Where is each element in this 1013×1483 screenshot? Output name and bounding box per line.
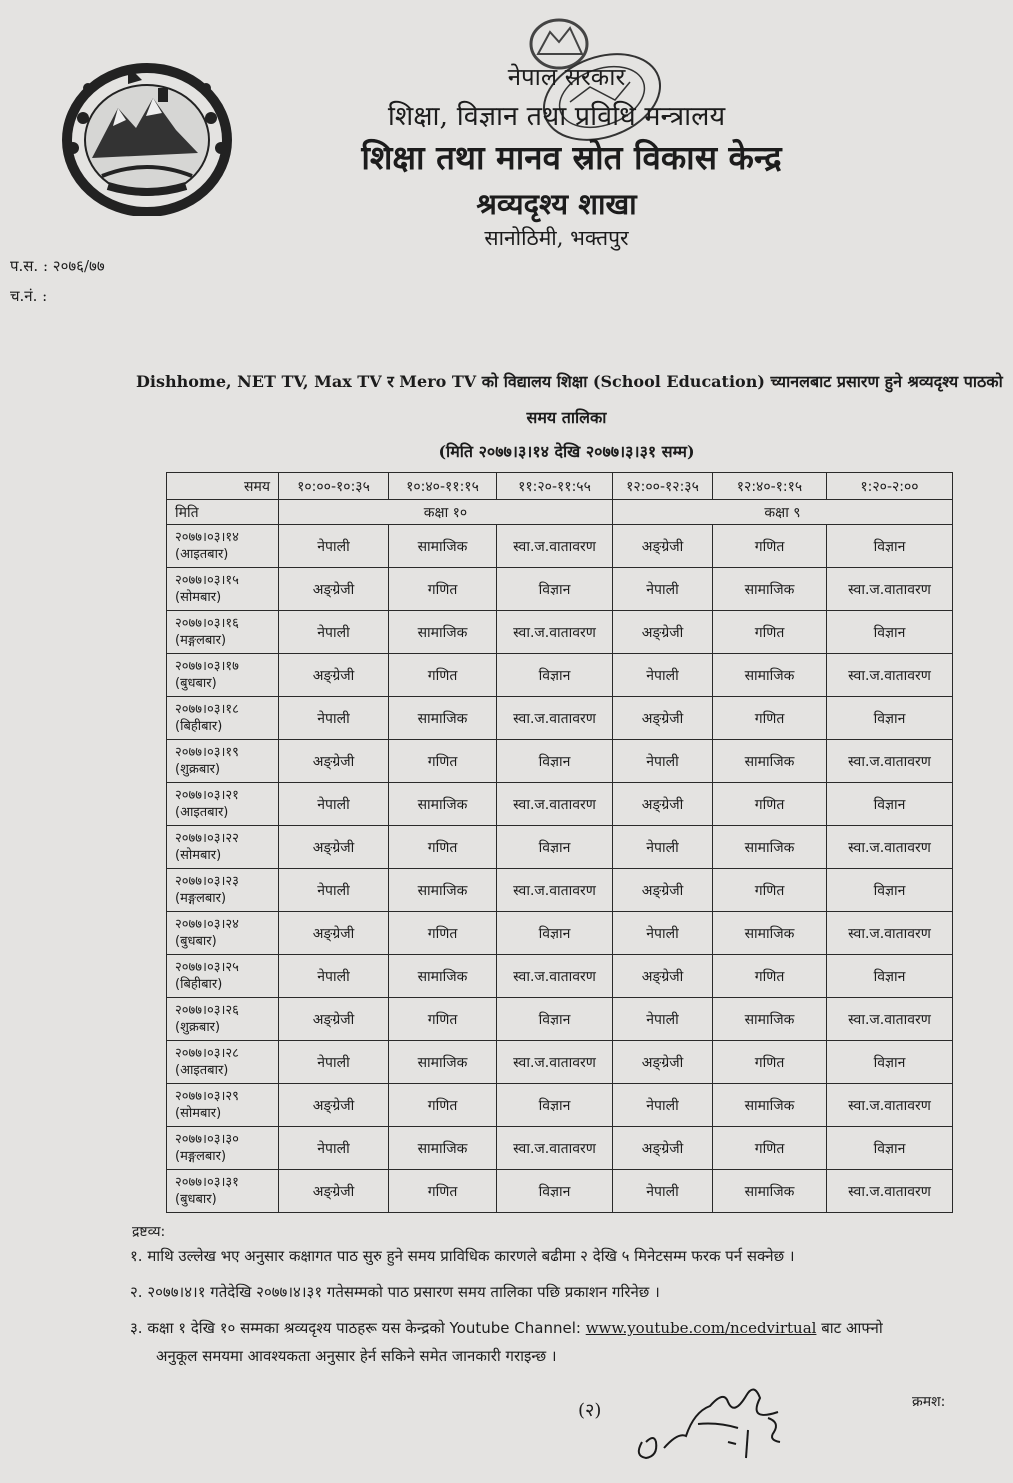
date-cell <box>167 1084 279 1127</box>
note-3 <box>130 1318 883 1338</box>
time-label: समय <box>167 473 279 500</box>
subject-cell: अङ्ग्रेजी <box>279 826 389 869</box>
subject-cell: गणित <box>389 826 497 869</box>
subject-cell: स्वा.ज.वातावरण <box>827 654 953 697</box>
date-label: मिति <box>167 500 279 525</box>
weekday-value: (मङ्गलबार) <box>175 891 227 906</box>
subject-cell: सामाजिक <box>713 998 827 1041</box>
intro-text: Dishhome, NET TV, Max TV र Mero TV को विद्यालय शिक्षा (School Education) च्यानलबाट प्रसारण हुने श्रव्यदृश्य पाठको <box>136 372 1003 391</box>
subject-cell: विज्ञान <box>497 1170 613 1213</box>
table-row <box>167 998 953 1041</box>
subject-cell: नेपाली <box>613 1084 713 1127</box>
weekday-value: (आइतबार) <box>175 1063 229 1078</box>
dispatch-number: च.नं. : <box>10 287 48 305</box>
subject-cell: विज्ञान <box>497 740 613 783</box>
subject-cell: सामाजिक <box>713 568 827 611</box>
schedule-body <box>167 525 953 1213</box>
class-10-header: कक्षा १० <box>279 500 613 525</box>
table-row <box>167 1041 953 1084</box>
subject-cell: सामाजिक <box>389 1041 497 1084</box>
subject-cell: सामाजिक <box>713 1084 827 1127</box>
subject-cell: नेपाली <box>613 998 713 1041</box>
table-row <box>167 697 953 740</box>
subject-cell: अङ्ग्रेजी <box>613 1041 713 1084</box>
date-value: २०७७।०३।२१ <box>175 788 239 803</box>
subject-cell: गणित <box>389 1084 497 1127</box>
weekday-value: (सोमबार) <box>175 1106 222 1121</box>
date-cell <box>167 568 279 611</box>
subject-cell: सामाजिक <box>713 1170 827 1213</box>
subject-cell: स्वा.ज.वातावरण <box>827 1170 953 1213</box>
subject-cell: सामाजिक <box>713 740 827 783</box>
subject-cell: स्वा.ज.वातावरण <box>497 869 613 912</box>
date-cell <box>167 826 279 869</box>
subject-cell: विज्ञान <box>827 1041 953 1084</box>
subject-cell: विज्ञान <box>827 697 953 740</box>
subject-cell: अङ्ग्रेजी <box>279 568 389 611</box>
subject-cell: गणित <box>713 783 827 826</box>
subject-cell: गणित <box>713 1041 827 1084</box>
subject-cell: स्वा.ज.वातावरण <box>497 1041 613 1084</box>
weekday-value: (शुक्रबार) <box>175 762 221 777</box>
note-3-continued: अनुकूल समयमा आवश्यकता अनुसार हेर्न सकिने समेत जानकारी गराइन्छ । <box>156 1347 557 1365</box>
date-value: २०७७।०३।१६ <box>175 616 239 631</box>
notes-heading: द्रष्टव्य: <box>132 1224 166 1240</box>
subject-cell: गणित <box>389 740 497 783</box>
table-row <box>167 912 953 955</box>
subject-cell: विज्ञान <box>497 998 613 1041</box>
subject-cell: अङ्ग्रेजी <box>613 611 713 654</box>
date-value: २०७७।०३।१४ <box>175 530 239 545</box>
time-slot: १:२०-२:०० <box>827 473 953 500</box>
weekday-value: (सोमबार) <box>175 848 222 863</box>
subject-cell: स्वा.ज.वातावरण <box>497 697 613 740</box>
time-slot: ११:२०-११:५५ <box>497 473 613 500</box>
date-value: २०७७।०३।३० <box>175 1132 239 1147</box>
subject-cell: अङ्ग्रेजी <box>613 869 713 912</box>
table-row <box>167 869 953 912</box>
date-value: २०७७।०३।२४ <box>175 917 239 932</box>
date-cell <box>167 1041 279 1084</box>
date-cell <box>167 998 279 1041</box>
date-cell <box>167 783 279 826</box>
subject-cell: स्वा.ज.वातावरण <box>827 740 953 783</box>
subject-cell: अङ्ग्रेजी <box>613 525 713 568</box>
subject-cell: अङ्ग्रेजी <box>279 998 389 1041</box>
subject-cell: गणित <box>713 869 827 912</box>
time-slot: १०:००-१०:३५ <box>279 473 389 500</box>
time-slot: १२:००-१२:३५ <box>613 473 713 500</box>
subject-cell: सामाजिक <box>389 869 497 912</box>
table-row <box>167 826 953 869</box>
date-cell <box>167 1170 279 1213</box>
date-value: २०७७।०३।१७ <box>175 659 239 674</box>
subject-cell: गणित <box>389 568 497 611</box>
subject-cell: सामाजिक <box>713 654 827 697</box>
table-row <box>167 525 953 568</box>
subject-cell: विज्ञान <box>827 525 953 568</box>
subject-cell: गणित <box>713 955 827 998</box>
date-value: २०७७।०३।१५ <box>175 573 239 588</box>
table-row <box>167 955 953 998</box>
subject-cell: अङ्ग्रेजी <box>279 1084 389 1127</box>
continued-label: क्रमश: <box>912 1394 946 1410</box>
date-value: २०७७।०३।२६ <box>175 1003 239 1018</box>
subject-cell: नेपाली <box>279 525 389 568</box>
date-value: २०७७।०३।२२ <box>175 831 239 846</box>
subject-cell: स्वा.ज.वातावरण <box>827 1084 953 1127</box>
date-cell <box>167 740 279 783</box>
date-cell <box>167 525 279 568</box>
weekday-value: (मङ्गलबार) <box>175 1149 227 1164</box>
subject-cell: नेपाली <box>613 912 713 955</box>
subject-cell: सामाजिक <box>389 525 497 568</box>
subject-cell: विज्ञान <box>497 568 613 611</box>
class-header-row <box>167 500 953 525</box>
subject-cell: गणित <box>713 525 827 568</box>
date-value: २०७७।०३।१९ <box>175 745 239 760</box>
subject-cell: नेपाली <box>613 568 713 611</box>
table-row <box>167 611 953 654</box>
subject-cell: गणित <box>713 611 827 654</box>
weekday-value: (बिहीबार) <box>175 719 223 734</box>
subject-cell: गणित <box>389 1170 497 1213</box>
note-3-suffix: बाट आफ्नो <box>816 1319 883 1337</box>
subject-cell: नेपाली <box>279 955 389 998</box>
subject-cell: गणित <box>389 654 497 697</box>
header-government: नेपाल सरकार <box>507 63 626 91</box>
subject-cell: सामाजिक <box>389 783 497 826</box>
date-value: २०७७।०३।२८ <box>175 1046 239 1061</box>
table-row <box>167 1084 953 1127</box>
subject-cell: नेपाली <box>279 869 389 912</box>
page-number: (२) <box>578 1400 602 1421</box>
header-ministry: शिक्षा, विज्ञान तथा प्रविधि मन्त्रालय <box>387 101 726 132</box>
subject-cell: सामाजिक <box>389 611 497 654</box>
subject-cell: अङ्ग्रेजी <box>613 697 713 740</box>
subject-cell: नेपाली <box>279 611 389 654</box>
schedule-date-range: (मिति २०७७।३।१४ देखि २०७७।३।३१ सम्म) <box>438 442 695 461</box>
subject-cell: अङ्ग्रेजी <box>613 783 713 826</box>
date-cell <box>167 955 279 998</box>
header-address: सानोठिमी, भक्तपुर <box>484 226 629 250</box>
subject-cell: नेपाली <box>279 1127 389 1170</box>
subject-cell: नेपाली <box>613 1170 713 1213</box>
subject-cell: नेपाली <box>279 1041 389 1084</box>
youtube-link[interactable]: www.youtube.com/ncedvirtual <box>585 1319 817 1337</box>
subject-cell: गणित <box>389 912 497 955</box>
table-row <box>167 783 953 826</box>
table-row <box>167 740 953 783</box>
subject-cell: अङ्ग्रेजी <box>279 740 389 783</box>
subject-cell: नेपाली <box>613 826 713 869</box>
table-row <box>167 1127 953 1170</box>
schedule-table <box>166 472 953 1213</box>
time-header-row <box>167 473 953 500</box>
header-section: श्रव्यदृश्य शाखा <box>476 187 637 221</box>
subject-cell: स्वा.ज.वातावरण <box>497 955 613 998</box>
date-value: २०७७।०३।२५ <box>175 960 239 975</box>
subject-cell: अङ्ग्रेजी <box>279 1170 389 1213</box>
subject-cell: सामाजिक <box>713 826 827 869</box>
subject-cell: विज्ञान <box>497 654 613 697</box>
subject-cell: अङ्ग्रेजी <box>613 955 713 998</box>
class-9-header: कक्षा ९ <box>613 500 953 525</box>
weekday-value: (सोमबार) <box>175 590 222 605</box>
subject-cell: विज्ञान <box>827 1127 953 1170</box>
schedule-title: समय तालिका <box>526 408 607 427</box>
subject-cell: गणित <box>713 1127 827 1170</box>
subject-cell: सामाजिक <box>389 955 497 998</box>
subject-cell: नेपाली <box>613 740 713 783</box>
subject-cell: स्वा.ज.वातावरण <box>827 568 953 611</box>
note-1: १. माथि उल्लेख भए अनुसार कक्षागत पाठ सुरु हुने समय प्राविधिक कारणले बढीमा २ देखि ५ मिनेटसम्म फरक पर्न सक्नेछ । <box>130 1247 795 1265</box>
subject-cell: स्वा.ज.वातावरण <box>497 525 613 568</box>
weekday-value: (बुधबार) <box>175 1192 217 1207</box>
subject-cell: सामाजिक <box>389 697 497 740</box>
subject-cell: विज्ञान <box>827 783 953 826</box>
subject-cell: स्वा.ज.वातावरण <box>827 826 953 869</box>
date-cell <box>167 654 279 697</box>
subject-cell: गणित <box>389 998 497 1041</box>
weekday-value: (मङ्गलबार) <box>175 633 227 648</box>
subject-cell: गणित <box>713 697 827 740</box>
date-cell <box>167 611 279 654</box>
note-2: २. २०७७।४।१ गतेदेखि २०७७।४।३१ गतेसम्मको पाठ प्रसारण समय तालिका पछि प्रकाशन गरिनेछ । <box>130 1283 660 1301</box>
signature-icon <box>628 1372 798 1468</box>
subject-cell: अङ्ग्रेजी <box>279 654 389 697</box>
subject-cell: विज्ञान <box>497 826 613 869</box>
table-row <box>167 1170 953 1213</box>
subject-cell: विज्ञान <box>827 869 953 912</box>
subject-cell: स्वा.ज.वातावरण <box>497 611 613 654</box>
time-slot: १०:४०-११:१५ <box>389 473 497 500</box>
weekday-value: (आइतबार) <box>175 547 229 562</box>
date-cell <box>167 697 279 740</box>
subject-cell: विज्ञान <box>497 1084 613 1127</box>
date-cell <box>167 1127 279 1170</box>
subject-cell: सामाजिक <box>389 1127 497 1170</box>
date-value: २०७७।०३।२३ <box>175 874 239 889</box>
subject-cell: स्वा.ज.वातावरण <box>497 783 613 826</box>
subject-cell: नेपाली <box>279 783 389 826</box>
weekday-value: (बुधबार) <box>175 934 217 949</box>
note-3-prefix: ३. कक्षा १ देखि १० सम्मका श्रव्यदृश्य पाठहरू यस केन्द्रको Youtube Channel: <box>130 1319 586 1337</box>
reference-number: प.स. : २०७६/७७ <box>10 257 105 275</box>
subject-cell: स्वा.ज.वातावरण <box>827 998 953 1041</box>
weekday-value: (आइतबार) <box>175 805 229 820</box>
date-cell <box>167 912 279 955</box>
weekday-value: (बिहीबार) <box>175 977 223 992</box>
weekday-value: (शुक्रबार) <box>175 1020 221 1035</box>
date-cell <box>167 869 279 912</box>
date-value: २०७७।०३।२९ <box>175 1089 239 1104</box>
subject-cell: सामाजिक <box>713 912 827 955</box>
subject-cell: अङ्ग्रेजी <box>613 1127 713 1170</box>
subject-cell: स्वा.ज.वातावरण <box>497 1127 613 1170</box>
date-value: २०७७।०३।३१ <box>175 1175 239 1190</box>
weekday-value: (बुधबार) <box>175 676 217 691</box>
subject-cell: विज्ञान <box>827 955 953 998</box>
subject-cell: अङ्ग्रेजी <box>279 912 389 955</box>
notes-section <box>130 1222 990 1365</box>
header-center: शिक्षा तथा मानव स्रोत विकास केन्द्र <box>361 138 782 177</box>
table-row <box>167 568 953 611</box>
time-slot: १२:४०-१:१५ <box>713 473 827 500</box>
date-value: २०७७।०३।१८ <box>175 702 239 717</box>
subject-cell: नेपाली <box>613 654 713 697</box>
subject-cell: स्वा.ज.वातावरण <box>827 912 953 955</box>
table-row <box>167 654 953 697</box>
subject-cell: नेपाली <box>279 697 389 740</box>
subject-cell: विज्ञान <box>497 912 613 955</box>
subject-cell: विज्ञान <box>827 611 953 654</box>
